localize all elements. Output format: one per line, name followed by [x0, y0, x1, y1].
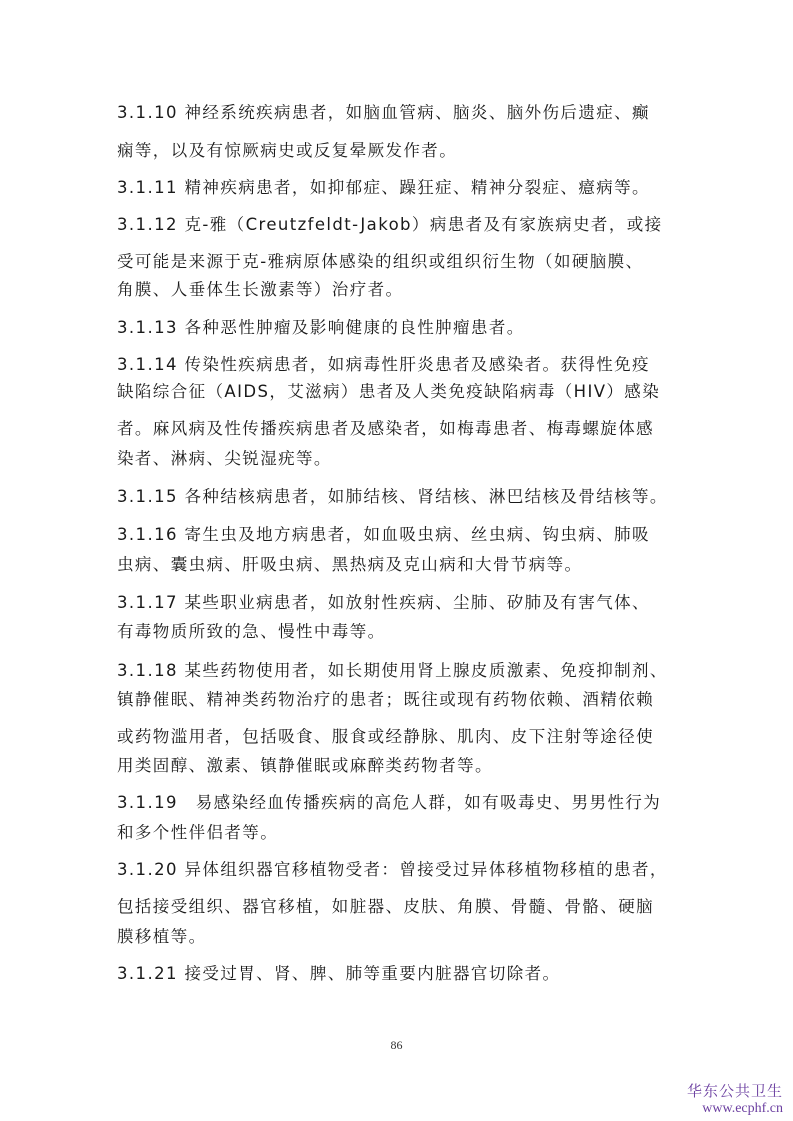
text-line: 膜移植等。 — [117, 927, 207, 946]
text-line: 和多个性伴侣者等。 — [117, 823, 279, 842]
text-line: 虫病、囊虫病、肝吸虫病、黑热病及克山病和大骨节病等。 — [117, 555, 583, 574]
text-line: 或药物滥用者，包括吸食、服食或经静脉、肌肉、皮下注射等途径使 — [117, 727, 654, 746]
text-line: 3.1.14 传染性疾病患者，如病毒性肝炎患者及感染者。获得性免疫 — [117, 355, 650, 374]
text-line: 3.1.21 接受过胃、肾、脾、肺等重要内脏器官切除者。 — [117, 964, 561, 983]
watermark — [687, 1082, 783, 1117]
text-line: 缺陷综合征（AIDS，艾滋病）患者及人类免疫缺陷病毒（HIV）感染 — [117, 382, 661, 401]
text-line: 3.1.19 易感染经血传播疾病的高危人群，如有吸毒史、男男性行为 — [117, 793, 662, 812]
text-line: 3.1.18 某些药物使用者，如长期使用肾上腺皮质激素、免疫抑制剂、 — [117, 661, 668, 680]
text-line: 3.1.12 克-雅（Creutzfeldt-Jakob）病患者及有家族病史者，或接 — [117, 215, 663, 234]
text-line: 镇静催眠、精神类药物治疗的患者；既往或现有药物依赖、酒精依赖 — [117, 690, 654, 709]
text-line: 角膜、人垂体生长激素等）治疗者。 — [117, 280, 404, 299]
text-line: 3.1.15 各种结核病患者，如肺结核、肾结核、淋巴结核及骨结核等。 — [117, 487, 668, 506]
text-line: 受可能是来源于克-雅病原体感染的组织或组织衍生物（如硬脑膜、 — [117, 252, 644, 271]
watermark-url: www.ecphf.cn — [702, 1101, 783, 1116]
text-line: 用类固醇、激素、镇静催眠或麻醉类药物者等。 — [117, 756, 493, 775]
text-line: 3.1.13 各种恶性肿瘤及影响健康的良性肿瘤患者。 — [117, 318, 525, 337]
text-line: 3.1.11 精神疾病患者，如抑郁症、躁狂症、精神分裂症、癔病等。 — [117, 178, 650, 197]
text-line: 3.1.16 寄生虫及地方病患者，如血吸虫病、丝虫病、钩虫病、肺吸 — [117, 525, 650, 544]
text-line: 有毒物质所致的急、慢性中毒等。 — [117, 622, 386, 641]
text-line: 3.1.17 某些职业病患者，如放射性疾病、尘肺、矽肺及有害气体、 — [117, 593, 650, 612]
text-line: 痫等，以及有惊厥病史或反复晕厥发作者。 — [117, 141, 458, 160]
text-line: 染者、淋病、尖锐湿疣等。 — [117, 449, 332, 468]
text-line: 3.1.10 神经系统疾病患者，如脑血管病、脑炎、脑外伤后遗症、癫 — [117, 103, 650, 122]
page-number: 86 — [390, 1038, 403, 1052]
text-line: 者。麻风病及性传播疾病患者及感染者，如梅毒患者、梅毒螺旋体感 — [117, 419, 654, 438]
watermark-name: 华东公共卫生 — [686, 1082, 783, 1100]
text-line: 3.1.20 异体组织器官移植物受者：曾接受过异体移植物移植的患者， — [117, 860, 668, 879]
text-line: 包括接受组织、器官移植，如脏器、皮肤、角膜、骨髓、骨骼、硬脑 — [117, 897, 654, 916]
